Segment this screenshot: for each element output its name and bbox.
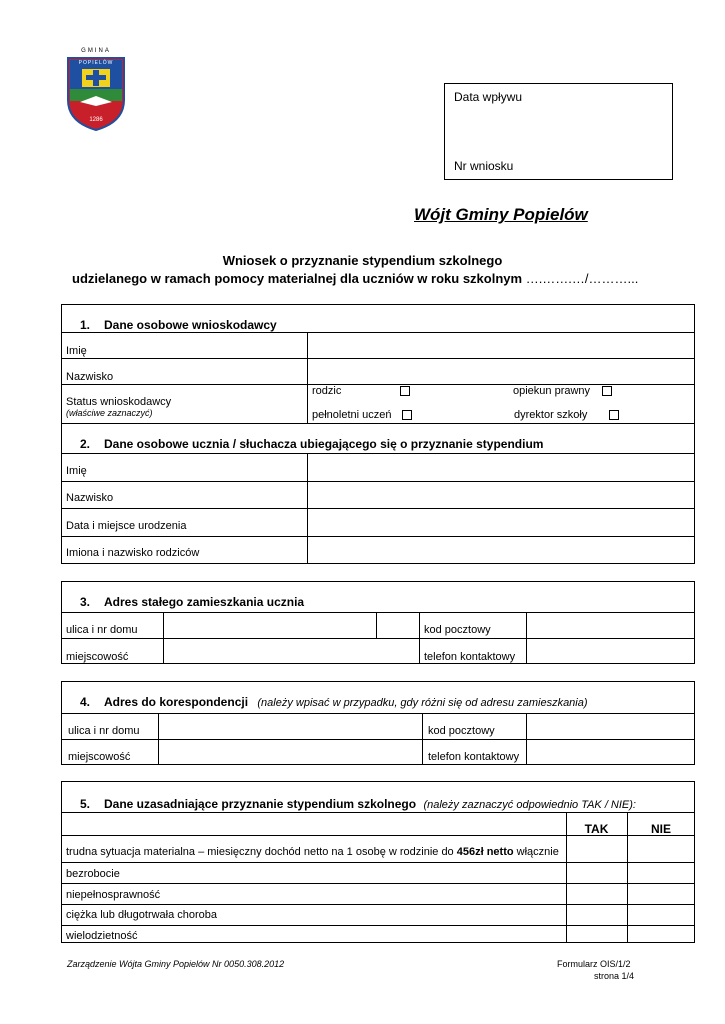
status-adult-student-checkbox[interactable]	[402, 410, 412, 420]
s4-city-field[interactable]	[159, 740, 422, 764]
criterion-unemployment: bezrobocie	[66, 868, 120, 880]
s4-street-label: ulica i nr domu	[68, 725, 140, 737]
status-option-principal[interactable]: dyrektor szkoły	[514, 409, 588, 421]
s4-phone-label: telefon kontaktowy	[428, 751, 520, 763]
school-year-field[interactable]: ….…….…/………...	[525, 271, 639, 286]
student-last-name-label: Nazwisko	[66, 492, 114, 504]
criterion-disability: niepełnosprawność	[66, 889, 161, 901]
s4-postal-field[interactable]	[527, 714, 694, 739]
logo-top-text: GMINA	[81, 48, 111, 54]
s3-city-field[interactable]	[164, 639, 419, 663]
s3-postal-label: kod pocztowy	[424, 624, 491, 636]
applicant-last-name-label: Nazwisko	[66, 371, 114, 383]
status-option-guardian[interactable]: opiekun prawny	[513, 385, 591, 397]
municipality-coat-of-arms	[66, 48, 126, 132]
s4-postal-label: kod pocztowy	[428, 725, 495, 737]
section4-hint: (należy wpisać w przypadku, gdy różni się od adresu zamieszkania)	[257, 697, 588, 709]
parents-names-field[interactable]	[308, 537, 694, 563]
status-option-parent[interactable]: rodzic	[312, 385, 342, 397]
s4-city-label: miejscowość	[68, 751, 131, 763]
section1-title: 1. Dane osobowe wnioskodawcy	[80, 318, 277, 332]
section3-title: 3. Adres stałego zamieszkania ucznia	[80, 595, 305, 609]
status-guardian-checkbox[interactable]	[602, 386, 612, 396]
large-family-no-cell[interactable]	[628, 926, 694, 942]
student-last-name-field[interactable]	[308, 482, 694, 508]
section5-title: 5. Dane uzasadniające przyznanie stypendium szkolnego (należy zaznaczyć odpowiednio TAK / NIE):	[80, 797, 636, 811]
student-first-name-field[interactable]	[308, 454, 694, 481]
low-income-yes-cell[interactable]	[567, 836, 627, 862]
applicant-status-hint: (właściwe zaznaczyć)	[66, 408, 153, 418]
form-title-line1: Wniosek o przyznanie stypendium szkolnego	[222, 253, 503, 268]
criterion-illness: ciężka lub długotrwała choroba	[66, 909, 218, 921]
applicant-last-name-field[interactable]	[308, 359, 694, 384]
date-received-label: Data wpływu	[454, 90, 523, 104]
s3-phone-label: telefon kontaktowy	[424, 651, 516, 663]
illness-no-cell[interactable]	[628, 905, 694, 925]
section5-hint: (należy zaznaczyć odpowiednio TAK / NIE):	[423, 799, 636, 811]
birth-date-place-label: Data i miejsce urodzenia	[66, 520, 187, 532]
logo-year: 1286	[89, 117, 103, 123]
footer-page-number: strona 1/4	[594, 971, 635, 981]
s3-postal-field[interactable]	[527, 613, 694, 638]
application-number-label: Nr wniosku	[454, 159, 514, 173]
status-parent-checkbox[interactable]	[400, 386, 410, 396]
disability-no-cell[interactable]	[628, 884, 694, 904]
low-income-no-cell[interactable]	[628, 836, 694, 862]
col-yes-header: TAK	[584, 822, 609, 836]
section4-title: 4. Adres do korespondencji (należy wpisać w przypadku, gdy różni się od adresu zamieszkania)	[80, 695, 588, 709]
section2-title: 2. Dane osobowe ucznia / słuchacza ubiegającego się o przyznanie stypendium	[80, 437, 544, 451]
parents-names-label: Imiona i nazwisko rodziców	[66, 547, 200, 559]
applicant-status-label: Status wnioskodawcy	[66, 396, 172, 408]
footer-regulation: Zarządzenie Wójta Gminy Popielów Nr 0050.308.2012	[67, 959, 285, 969]
s4-street-field[interactable]	[159, 714, 422, 739]
s3-house-number-field[interactable]	[377, 613, 419, 638]
criterion-low-income: trudna sytuacja materialna – miesięczny dochód netto na 1 osobę w rodzinie do 456zł netto włącznie	[66, 846, 559, 858]
unemployment-yes-cell[interactable]	[567, 863, 627, 883]
large-family-yes-cell[interactable]	[567, 926, 627, 942]
footer-form-id: Formularz OIS/1/2	[557, 959, 631, 969]
birth-date-place-field[interactable]	[308, 509, 694, 536]
s3-city-label: miejscowość	[66, 651, 129, 663]
s3-street-field[interactable]	[164, 613, 376, 638]
logo-band-text: POPIELÓW	[78, 60, 114, 66]
applicant-first-name-field[interactable]	[308, 333, 694, 358]
status-principal-checkbox[interactable]	[609, 410, 619, 420]
criterion-large-family: wielodzietność	[66, 930, 138, 942]
addressee: Wójt Gminy Popielów	[414, 205, 588, 224]
s4-phone-field[interactable]	[527, 740, 694, 764]
applicant-first-name-label: Imię	[66, 345, 87, 357]
status-option-adult-student[interactable]: pełnoletni uczeń	[312, 409, 392, 421]
s3-phone-field[interactable]	[527, 639, 694, 663]
illness-yes-cell[interactable]	[567, 905, 627, 925]
disability-yes-cell[interactable]	[567, 884, 627, 904]
s3-street-label: ulica i nr domu	[66, 624, 138, 636]
col-no-header: NIE	[650, 822, 671, 836]
form-title-line2: udzielanego w ramach pomocy materialnej dla uczniów w roku szkolnym ….…….…/………...	[72, 271, 639, 286]
student-first-name-label: Imię	[66, 465, 87, 477]
unemployment-no-cell[interactable]	[628, 863, 694, 883]
